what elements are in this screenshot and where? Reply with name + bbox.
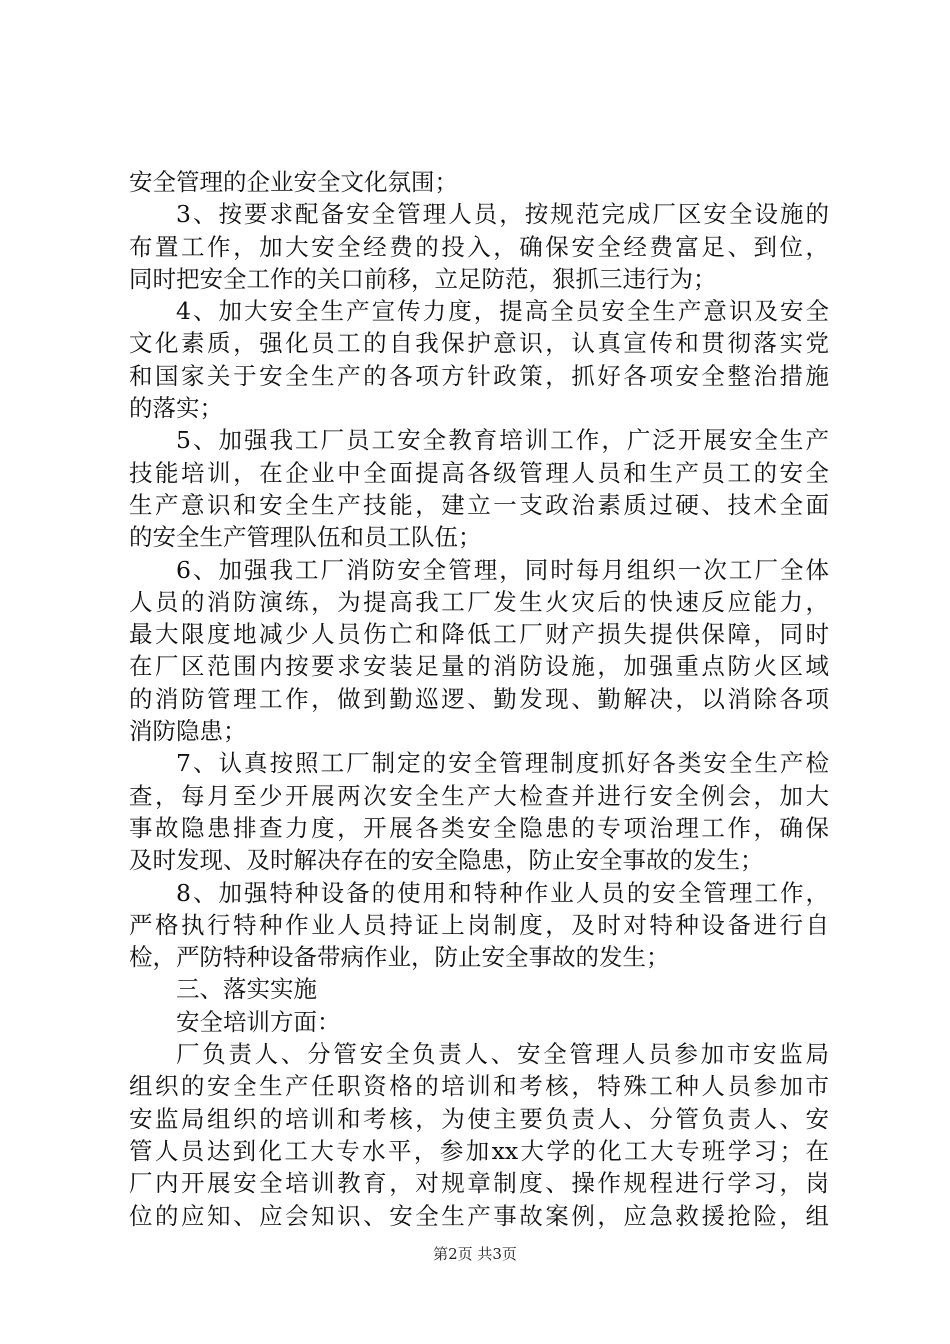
page-number-footer: 第2页 共3页 [433, 1245, 517, 1263]
text-line: 的安全生产管理队伍和员工队伍； [129, 523, 482, 552]
text-line: 生产意识和安全生产技能，建立一支政治素质过硬、技术全面 [129, 490, 829, 519]
text-line: 的消防管理工作，做到勤巡逻、勤发现、勤解决，以消除各项 [129, 684, 829, 713]
text-line: 厂负责人、分管安全负责人、安全管理人员参加市安监局 [176, 1040, 829, 1069]
document-body [129, 166, 829, 1232]
text-line: 5、加强我工厂员工安全教育培训工作，广泛开展安全生产 [176, 426, 829, 455]
text-line: 安监局组织的培训和考核，为使主要负责人、分管负责人、安 [129, 1104, 829, 1133]
text-line: 安全培训方面： [176, 1007, 341, 1036]
text-line: 和国家关于安全生产的各项方针政策，抓好各项安全整治措施 [129, 361, 829, 390]
text-line: 三、落实实施 [176, 975, 317, 1004]
text-line: 安全管理的企业安全文化氛围； [129, 168, 458, 196]
text-line: 4、加大安全生产宣传力度，提高全员安全生产意识及安全 [176, 297, 829, 326]
text-line: 3、按要求配备安全管理人员，按规范完成厂区安全设施的 [176, 200, 829, 229]
text-line: 人员的消防演练，为提高我工厂发生火灾后的快速反应能力， [129, 587, 829, 616]
text-line: 的落实； [129, 394, 223, 423]
text-line: 7、认真按照工厂制定的安全管理制度抓好各类安全生产检 [176, 749, 829, 778]
text-line: 位的应知、应会知识、安全生产事故案例，应急救援抢险，组 [129, 1201, 829, 1230]
text-line: 及时发现、及时解决存在的安全隐患，防止安全事故的发生； [129, 846, 764, 875]
text-line: 技能培训，在企业中全面提高各级管理人员和生产员工的安全 [129, 458, 829, 487]
text-line: 布置工作，加大安全经费的投入，确保安全经费富足、到位， [129, 232, 829, 261]
text-line: 检，严防特种设备带病作业，防止安全事故的发生； [129, 943, 670, 972]
text-line: 事故隐患排查力度，开展各类安全隐患的专项治理工作，确保 [129, 813, 829, 842]
text-line: 消防隐患； [129, 717, 247, 746]
text-line: 在厂区范围内按要求安装足量的消防设施，加强重点防火区域 [129, 652, 829, 681]
text-line: 管人员达到化工大专水平，参加xx大学的化工大专班学习；在 [129, 1136, 829, 1165]
text-line: 同时把安全工作的关口前移，立足防范，狠抓三违行为； [129, 264, 717, 293]
text-line: 厂内开展安全培训教育，对规章制度、操作规程进行学习，岗 [129, 1169, 829, 1198]
text-line: 8、加强特种设备的使用和特种作业人员的安全管理工作， [176, 878, 829, 907]
text-line: 严格执行特种作业人员持证上岗制度，及时对特种设备进行自 [129, 910, 829, 939]
text-line: 6、加强我工厂消防安全管理，同时每月组织一次工厂全体 [176, 555, 829, 584]
text-line: 文化素质，强化员工的自我保护意识，认真宣传和贯彻落实党 [129, 329, 829, 358]
text-line: 最大限度地减少人员伤亡和降低工厂财产损失提供保障，同时 [129, 620, 829, 649]
text-line: 查，每月至少开展两次安全生产大检查并进行安全例会，加大 [129, 781, 829, 810]
text-line: 组织的安全生产任职资格的培训和考核，特殊工种人员参加市 [129, 1072, 829, 1101]
